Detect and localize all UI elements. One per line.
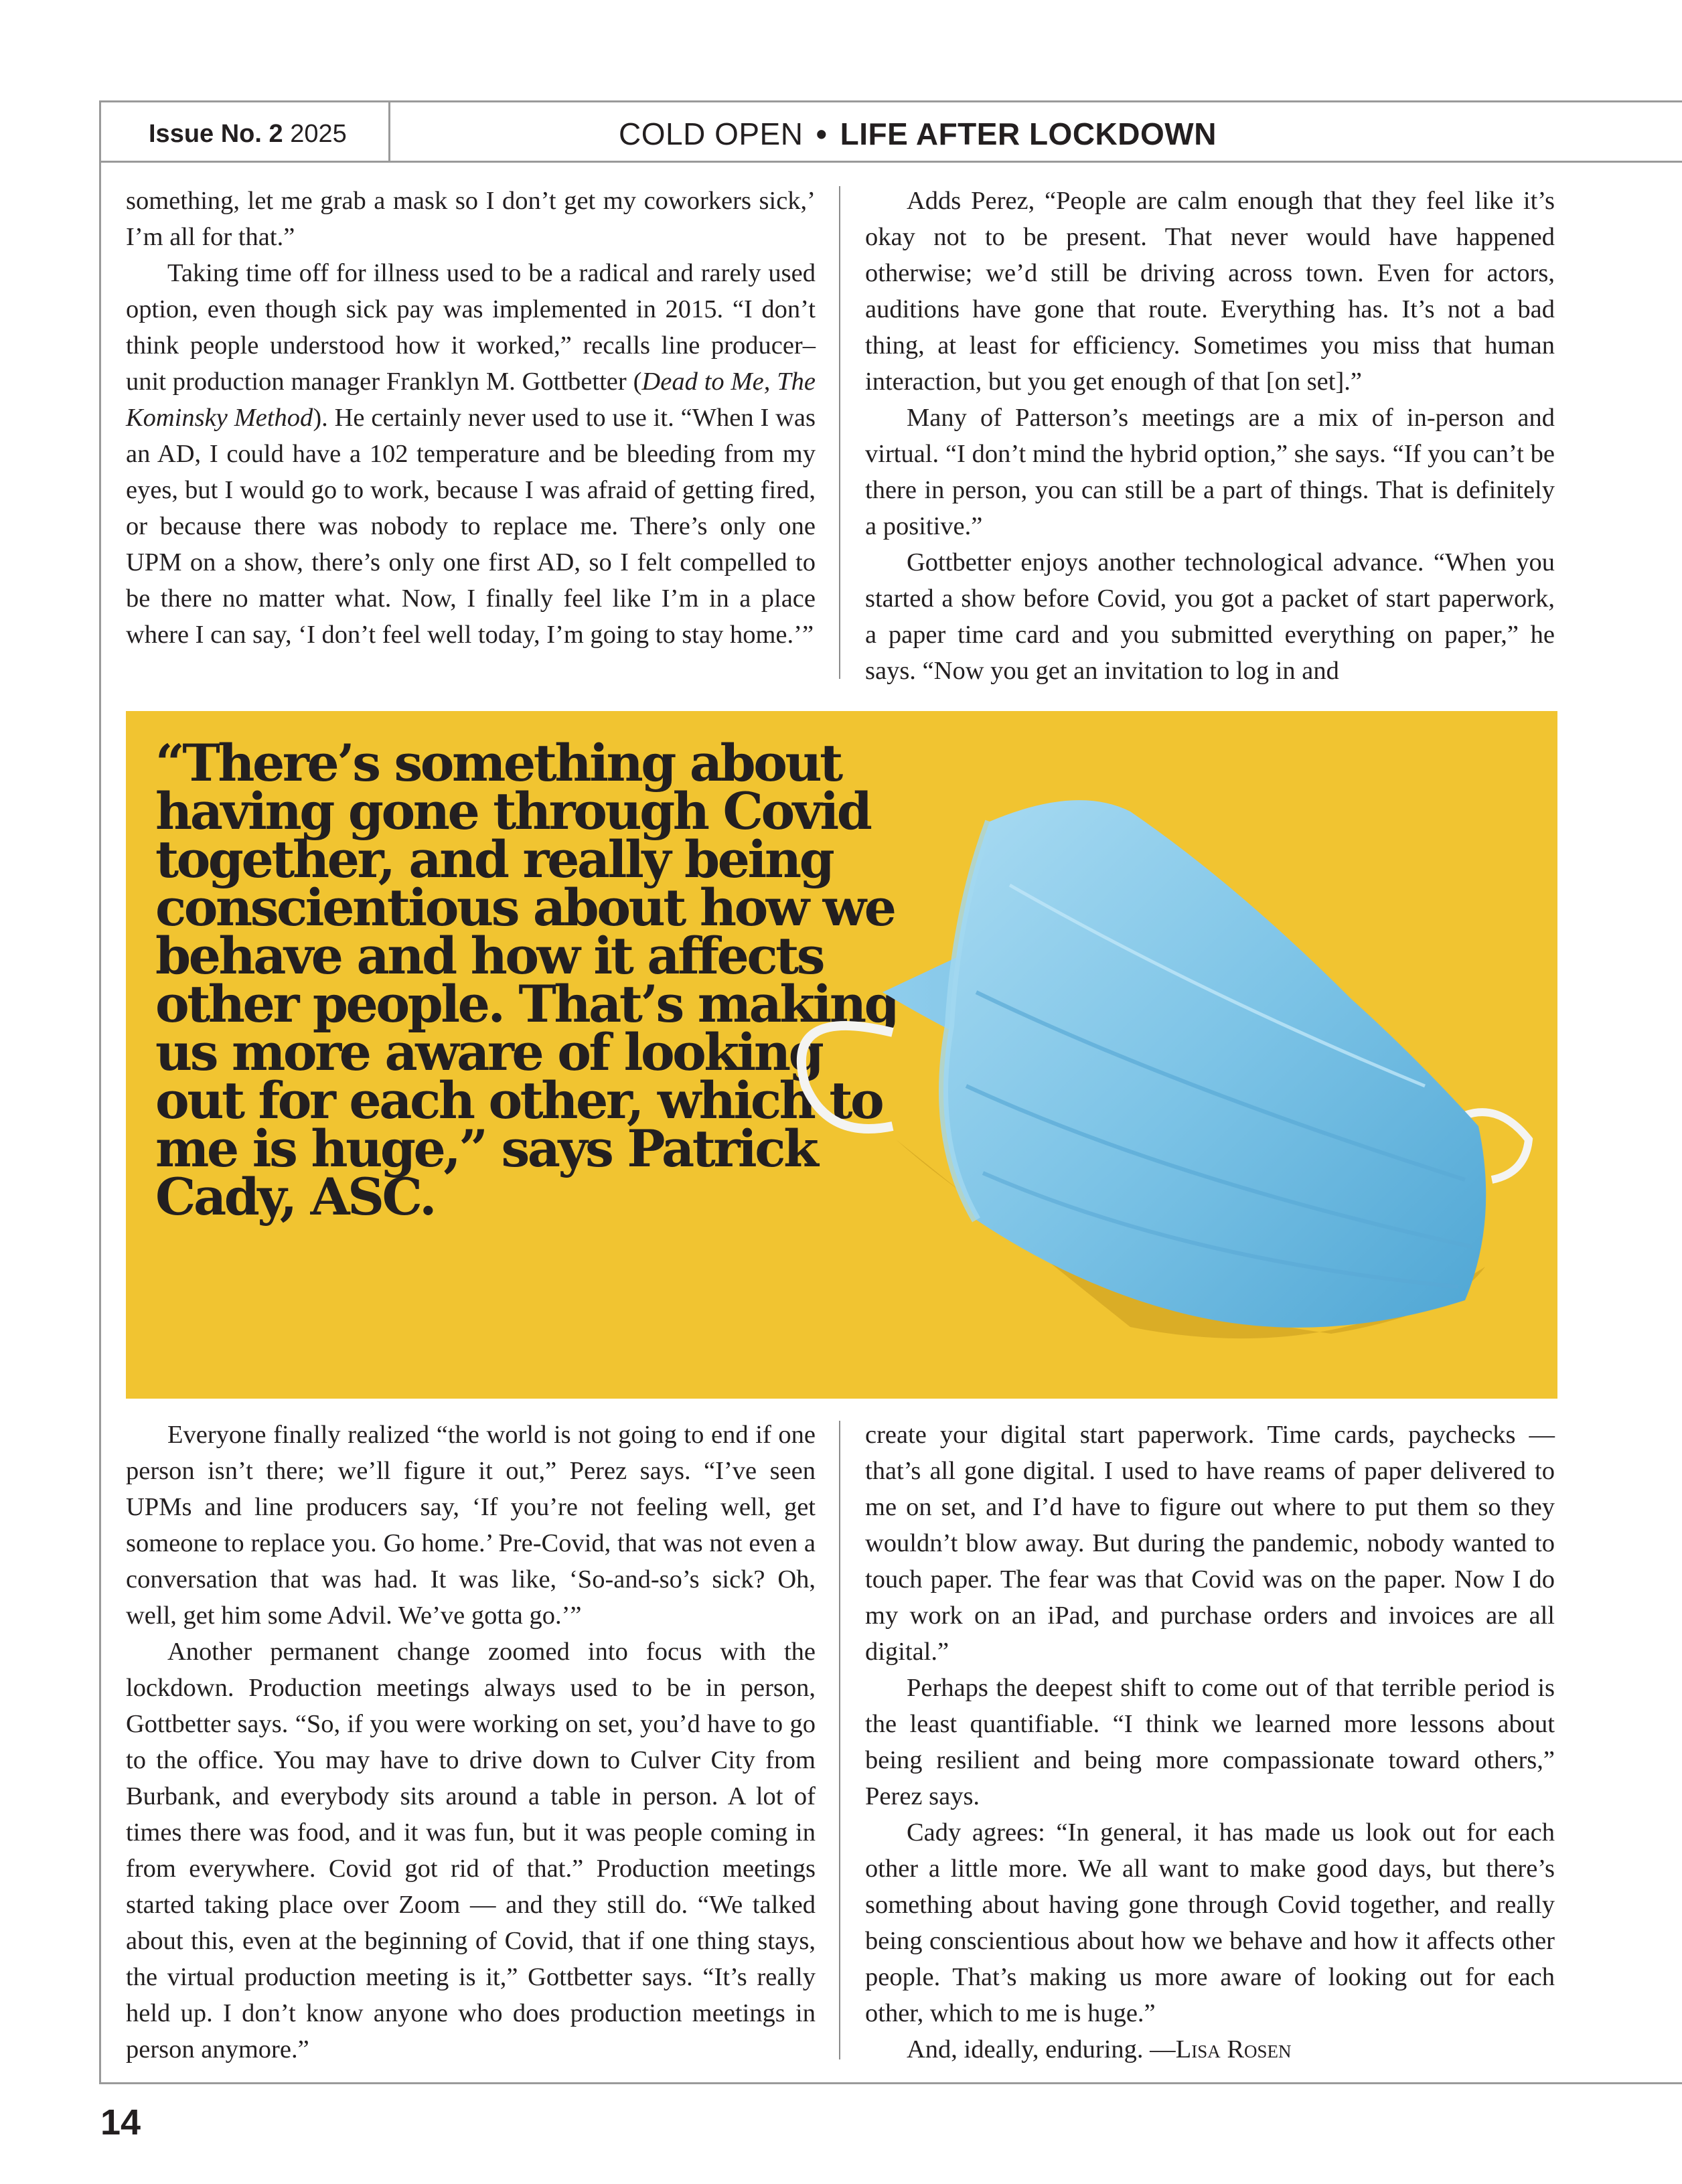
- section-separator: •: [816, 116, 828, 151]
- paragraph: Gottbetter enjoys another technological advance. “When you started a show before Covid, you got a packet of start paperwork, a paper time card and you submitted everything on paper,” he says. “Now you get an invitation to log in and: [865, 548, 1555, 685]
- top-right-column: [865, 183, 1555, 689]
- frame-bottom-rule: [99, 2082, 1682, 2084]
- paragraph: Everyone finally realized “the world is not going to end if one person isn’t there; we’ll figure it out,” Perez says. “I’ve seen UPMs and line producers say, ‘If you’re not feeling well, get someone to replace you. Go home.’ Pre-Covid, that was not even a conversation that was had. It was like, ‘So-and-so’s sick? Oh, well, get him some Advil. We’ve gotta go.’”: [126, 1421, 816, 1630]
- face-mask-illustration: [662, 711, 1557, 1399]
- paragraph: create your digital start paperwork. Time cards, paychecks — that’s all gone digital. I used to have reams of paper delivered to me on set, and I’d have to figure out where to put them so they wouldn’t blow away. But during the pandemic, nobody wanted to touch paper. The fear was that Covid was on the paper. Now I do my work on an iPad, and purchase orders and invoices are all digital.”: [865, 1421, 1555, 1666]
- pull-quote: “There’s something about having gone through Covid together, and really being conscientious about how we behave and how it affects other people. That’s making us more aware of looking out for each other, which to me is huge,” says Patrick Cady, ASC.: [155, 733, 898, 1227]
- issue-year: 2025: [290, 120, 347, 148]
- paragraph: something, let me grab a mask so I don’t get my coworkers sick,’ I’m all for that.”: [126, 187, 816, 251]
- section-name: COLD OPEN: [619, 116, 804, 151]
- header-divider: [388, 100, 390, 162]
- paragraph: Another permanent change zoomed into focus with the lockdown. Production meetings always used to be in person, Gottbetter says. “So, if you were working on set, you’d have to go to the office. You may have to drive down to Culver City from Burbank, and everybody sits around a table in person. A lot of times there was food, and it was fun, but it was people coming in from everywhere. Covid got rid of that.” Production meetings started taking place over Zoom — and they still do. “We talked about this, even at the beginning of Covid, that if one thing stays, the virtual production meeting is it,” Gottbetter says. “It’s really held up. I don’t know anyone who does production meetings in person anymore.”: [126, 1638, 816, 2063]
- bottom-right-column: [865, 1417, 1555, 2068]
- issue-number: Issue No. 2: [149, 120, 283, 148]
- column-divider: [839, 1421, 840, 2059]
- frame-left-rule: [99, 100, 101, 2084]
- paragraph: Many of Patterson’s meetings are a mix of in-person and virtual. “I don’t mind the hybrid option,” she says. “If you can’t be there in person, you can still be a part of things. That is definitely a positive.”: [865, 404, 1555, 540]
- paragraph: Cady agrees: “In general, it has made us look out for each other a little more. We all want to make good days, but there’s something about having gone through Covid together, and really being conscientious about how we behave and how it affects other people. That’s making us more aware of looking out for each other, which to me is huge.”: [865, 1818, 1555, 2027]
- author-byline: Lisa Rosen: [1175, 2035, 1292, 2063]
- column-divider: [839, 186, 840, 679]
- paragraph: Perhaps the deepest shift to come out of that terrible period is the least quantifiable. “I think we learned more lessons about being resilient and being more compassionate toward others,” Perez says.: [865, 1674, 1555, 1810]
- header-rule: [99, 161, 1682, 163]
- pull-quote-panel: [126, 711, 1557, 1399]
- section-topic: LIFE AFTER LOCKDOWN: [840, 116, 1217, 151]
- show-titles: Dead to Me, The Kominsky Method: [126, 368, 816, 432]
- section-title: [619, 114, 1217, 154]
- page-number: 14: [100, 2102, 141, 2142]
- bottom-left-column: [126, 1417, 816, 2068]
- paragraph: Adds Perez, “People are calm enough that they feel like it’s okay not to be present. That never would have happened otherwise; we’d still be driving across town. Even for actors, auditions have gone that route. Everything has. It’s not a bad thing, at least for efficiency. Sometimes you miss that human interaction, but you get enough of that [on set].”: [865, 187, 1555, 396]
- frame-top-rule: [99, 100, 1682, 102]
- paragraph: And, ideally, enduring. —Lisa Rosen: [907, 2035, 1292, 2063]
- top-left-column: [126, 183, 816, 653]
- issue-label: [149, 116, 347, 151]
- paragraph: Taking time off for illness used to be a radical and rarely used option, even though sick pay was implemented in 2015. “I don’t think people understood how it worked,” recalls line producer–unit production manager Franklyn M. Gottbetter (Dead to Me, The Kominsky Method). He certainly never used to use it. “When I was an AD, I could have a 102 temperature and be bleeding from my eyes, but I would go to work, because I was afraid of getting fired, or because there was nobody to replace me. There’s only one UPM on a show, there’s only one first AD, so I felt compelled to be there no matter what. Now, I finally feel like I’m in a place where I can say, ‘I don’t feel well today, I’m going to stay home.’”: [126, 259, 816, 649]
